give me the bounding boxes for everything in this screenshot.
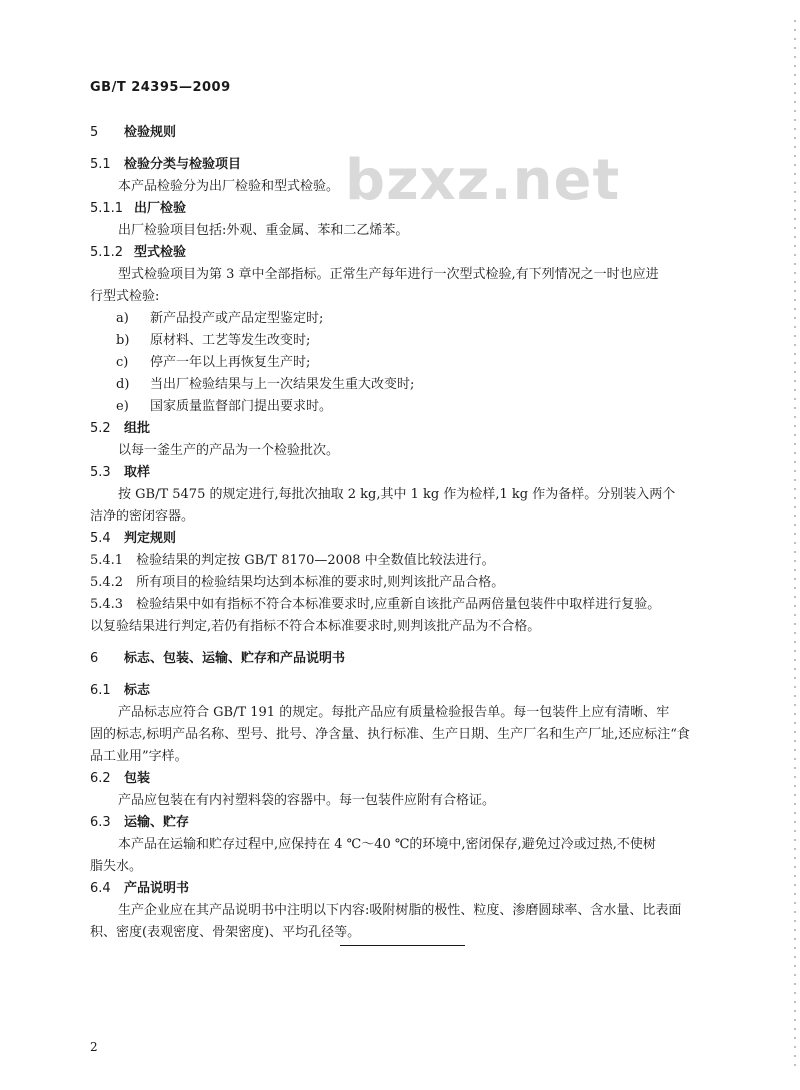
clause-5-2-text: 以每一釜生产的产品为一个检验批次。 (118, 443, 340, 458)
list-item-text: 停产一年以上再恢复生产时; (150, 355, 311, 370)
clause-number: 5.2 (90, 421, 111, 436)
clause-6-1-line3: 品工业用”字样。 (90, 749, 188, 764)
standard-code-header: GB/T 24395—2009 (90, 80, 231, 95)
list-item-text: 原材料、工艺等发生改变时; (150, 333, 311, 348)
clause-number: 5.1.2 (90, 245, 124, 260)
list-item-text: 当出厂检验结果与上一次结果发生重大改变时; (150, 377, 415, 392)
list-item (90, 374, 710, 396)
clause-title: 取样 (124, 465, 151, 480)
clause-6-1-line2: 固的标志,标明产品名称、型号、批号、净含量、执行标准、生产日期、生产厂名和生产厂址,还应标注“食 (90, 727, 690, 742)
clause-5-4-heading (90, 528, 710, 550)
list-item (90, 352, 710, 374)
clause-5-4-3-line2: 以复验结果进行判定,若仍有指标不符合本标准要求时,则判该批产品为不合格。 (90, 619, 541, 634)
list-item (90, 330, 710, 352)
watermark: bzxz.net (345, 148, 621, 213)
clause-number: 5.3 (90, 465, 111, 480)
clause-title: 出厂检验 (134, 201, 187, 216)
clause-title: 运输、贮存 (124, 815, 190, 830)
clause-number: 5.1.1 (90, 201, 124, 216)
clause-5-1-1-heading (90, 198, 710, 220)
clause-6-1-heading (90, 680, 710, 702)
clause-number: 6.2 (90, 771, 111, 786)
section-title: 检验规则 (124, 125, 177, 140)
clause-title: 检验分类与检验项目 (124, 157, 242, 172)
section-5-heading (90, 122, 710, 144)
clause-title: 标志 (124, 683, 151, 698)
list-item-label: a) (116, 311, 129, 326)
clause-number: 5.1 (90, 157, 111, 172)
clause-6-1-line1: 产品标志应符合 GB/T 191 的规定。每批产品应有质量检验报告单。每一包装件上应有清晰、牢 (118, 705, 670, 720)
clause-5-4-3-line1: 5.4.3 检验结果中如有指标不符合本标准要求时,应重新自该批产品两倍量包装件中取样进行复验。 (90, 597, 661, 612)
list-item (90, 396, 710, 418)
clause-5-1-1-text: 出厂检验项目包括:外观、重金属、苯和二乙烯苯。 (118, 223, 409, 238)
clause-title: 产品说明书 (124, 881, 190, 896)
clause-6-3-heading (90, 812, 710, 834)
clause-6-2-text: 产品应包装在有内衬塑料袋的容器中。每一包装件应附有合格证。 (118, 793, 496, 808)
list-item-label: c) (116, 355, 129, 370)
list-item (90, 308, 710, 330)
clause-number: 6.3 (90, 815, 111, 830)
list-item-text: 新产品投产或产品定型鉴定时; (150, 311, 324, 326)
list-item-label: d) (116, 377, 130, 392)
clause-6-2-heading (90, 768, 710, 790)
section-6-heading (90, 648, 710, 670)
clause-5-3-text-line1: 按 GB/T 5475 的规定进行,每批次抽取 2 kg,其中 1 kg 作为检样,1 kg 作为备样。分别装入两个 (118, 487, 676, 502)
document-body (90, 122, 710, 944)
clause-title: 组批 (124, 421, 151, 436)
clause-5-1-2-text-line2: 行型式检验: (90, 289, 160, 304)
clause-title: 包装 (124, 771, 151, 786)
list-item-label: b) (116, 333, 130, 348)
clause-5-1-heading (90, 154, 710, 176)
clause-6-4-line1: 生产企业应在其产品说明书中注明以下内容:吸附树脂的极性、粒度、渗磨圆球率、含水量、比表面 (118, 903, 682, 918)
section-number: 5 (90, 125, 99, 140)
section-title: 标志、包装、运输、贮存和产品说明书 (124, 651, 346, 666)
list-item-label: e) (116, 399, 129, 414)
clause-5-3-text-line2: 洁净的密闭容器。 (90, 509, 195, 524)
clause-number: 5.4 (90, 531, 111, 546)
clause-6-4-line2: 积、密度(表观密度、骨架密度)、平均孔径等。 (90, 925, 361, 940)
clause-number: 6.4 (90, 881, 111, 896)
clause-6-3-line1: 本产品在运输和贮存过程中,应保持在 4 ℃～40 ℃的环境中,密闭保存,避免过冷或过热,不使树 (118, 837, 656, 852)
clause-5-1-2-text-line1: 型式检验项目为第 3 章中全部指标。正常生产每年进行一次型式检验,有下列情况之一时也应进 (118, 267, 659, 282)
clause-title: 判定规则 (124, 531, 177, 546)
section-number: 6 (90, 651, 99, 666)
clause-5-3-heading (90, 462, 710, 484)
clause-title: 型式检验 (134, 245, 187, 260)
end-of-document-rule (340, 945, 465, 946)
page-number: 2 (90, 1040, 98, 1054)
clause-6-4-heading (90, 878, 710, 900)
scan-edge-marks (794, 20, 796, 1070)
list-item-text: 国家质量监督部门提出要求时。 (150, 399, 333, 414)
clause-5-1-2-heading (90, 242, 710, 264)
clause-5-4-1: 5.4.1 检验结果的判定按 GB/T 8170—2008 中全数值比较法进行。 (90, 553, 495, 568)
clause-5-2-heading (90, 418, 710, 440)
clause-5-1-text: 本产品检验分为出厂检验和型式检验。 (118, 179, 340, 194)
clause-number: 6.1 (90, 683, 111, 698)
clause-6-3-line2: 脂失水。 (90, 859, 143, 874)
clause-5-4-2: 5.4.2 所有项目的检验结果均达到本标准的要求时,则判该批产品合格。 (90, 575, 505, 590)
